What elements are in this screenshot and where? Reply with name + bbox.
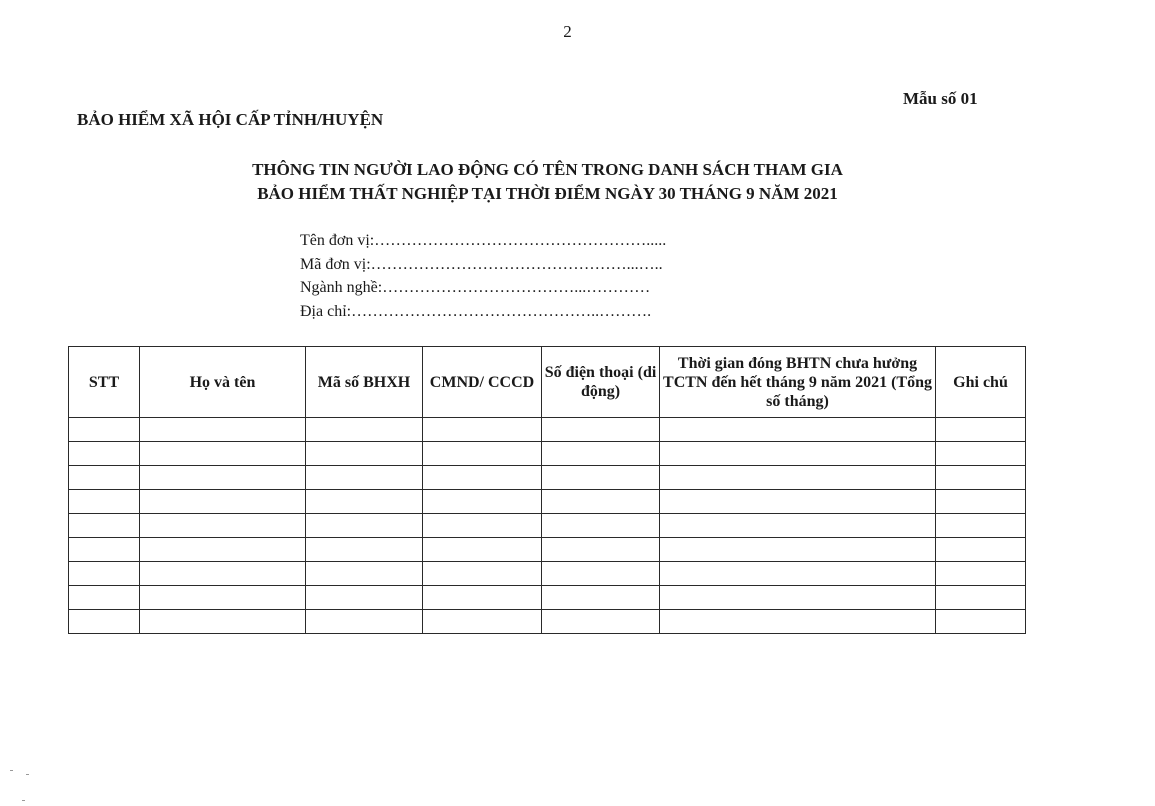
table-cell (936, 586, 1026, 610)
form-code: Mẫu số 01 (903, 89, 978, 108)
unit-name-field: Tên đơn vị:……………………………………………..... (300, 232, 667, 249)
table-cell (140, 466, 306, 490)
table-cell (660, 586, 936, 610)
table-cell (306, 586, 423, 610)
table-cell (660, 490, 936, 514)
header-phone: Số điện thoại (di động) (542, 347, 660, 418)
table-cell (423, 418, 542, 442)
table-row (69, 442, 1026, 466)
table-cell (69, 490, 140, 514)
table-cell (660, 442, 936, 466)
table-cell (542, 610, 660, 634)
header-notes: Ghi chú (936, 347, 1026, 418)
table-cell (936, 466, 1026, 490)
table-cell (936, 490, 1026, 514)
table-cell (423, 610, 542, 634)
industry-field: Ngành nghề:………………………………...………… (300, 279, 651, 296)
table-cell (69, 418, 140, 442)
table-cell (542, 418, 660, 442)
table-row (69, 586, 1026, 610)
table-cell (140, 610, 306, 634)
table-cell (423, 586, 542, 610)
table-cell (542, 442, 660, 466)
unit-info-fields (300, 229, 666, 323)
table-row (69, 538, 1026, 562)
table-cell (936, 442, 1026, 466)
table-cell (423, 442, 542, 466)
header-full-name: Họ và tên (140, 347, 306, 418)
table-cell (660, 610, 936, 634)
table-cell (306, 610, 423, 634)
table-cell (423, 490, 542, 514)
table-cell (69, 586, 140, 610)
table-cell (140, 442, 306, 466)
table-cell (423, 538, 542, 562)
table-cell (936, 538, 1026, 562)
table-cell (936, 610, 1026, 634)
table-cell (423, 562, 542, 586)
table-cell (140, 418, 306, 442)
page-number: 2 (563, 22, 572, 41)
table-cell (542, 466, 660, 490)
table-cell (660, 514, 936, 538)
table-cell (69, 442, 140, 466)
address-field: Địa chỉ:………………………………………..………. (300, 302, 652, 320)
employee-table (68, 346, 1026, 634)
agency-heading: BẢO HIỂM XÃ HỘI CẤP TỈNH/HUYỆN (77, 110, 384, 129)
unit-code-field: Mã đơn vị:…………………………………………...….. (300, 255, 663, 273)
scan-speck (22, 800, 25, 801)
table-cell (69, 466, 140, 490)
document-title (0, 158, 1095, 206)
table-cell (423, 514, 542, 538)
scan-speck (26, 774, 29, 775)
table-cell (140, 514, 306, 538)
table-cell (69, 562, 140, 586)
table-cell (936, 418, 1026, 442)
table-row (69, 490, 1026, 514)
table-cell (306, 562, 423, 586)
table-cell (306, 442, 423, 466)
table-cell (660, 418, 936, 442)
table-cell (140, 586, 306, 610)
table-cell (306, 538, 423, 562)
table-cell (542, 514, 660, 538)
table-cell (542, 562, 660, 586)
title-line-1: THÔNG TIN NGƯỜI LAO ĐỘNG CÓ TÊN TRONG DANH SÁCH THAM GIA (252, 160, 843, 179)
table-cell (542, 490, 660, 514)
table-cell (140, 538, 306, 562)
table-row (69, 562, 1026, 586)
table-cell (140, 490, 306, 514)
table-cell (936, 562, 1026, 586)
title-line-2: BẢO HIỂM THẤT NGHIỆP TẠI THỜI ĐIỂM NGÀY 30 THÁNG 9 NĂM 2021 (257, 184, 838, 203)
table-cell (542, 586, 660, 610)
table-cell (69, 514, 140, 538)
table-cell (306, 466, 423, 490)
table-cell (69, 610, 140, 634)
header-contribution-period: Thời gian đóng BHTN chưa hưởng TCTN đến hết tháng 9 năm 2021 (Tổng số tháng) (660, 347, 936, 418)
table-cell (542, 538, 660, 562)
table-body (69, 418, 1026, 634)
header-social-insurance-number: Mã số BHXH (306, 347, 423, 418)
header-id-number: CMND/ CCCD (423, 347, 542, 418)
table-cell (140, 562, 306, 586)
scan-speck (10, 770, 13, 771)
table-cell (69, 538, 140, 562)
table-row (69, 466, 1026, 490)
table-cell (423, 466, 542, 490)
table-header-row (69, 347, 1026, 418)
table-cell (306, 418, 423, 442)
header-stt: STT (69, 347, 140, 418)
table-cell (306, 490, 423, 514)
table-cell (660, 466, 936, 490)
table-row (69, 610, 1026, 634)
table-cell (660, 562, 936, 586)
table-row (69, 418, 1026, 442)
table-cell (660, 538, 936, 562)
table-cell (936, 514, 1026, 538)
table-cell (306, 514, 423, 538)
table-row (69, 514, 1026, 538)
